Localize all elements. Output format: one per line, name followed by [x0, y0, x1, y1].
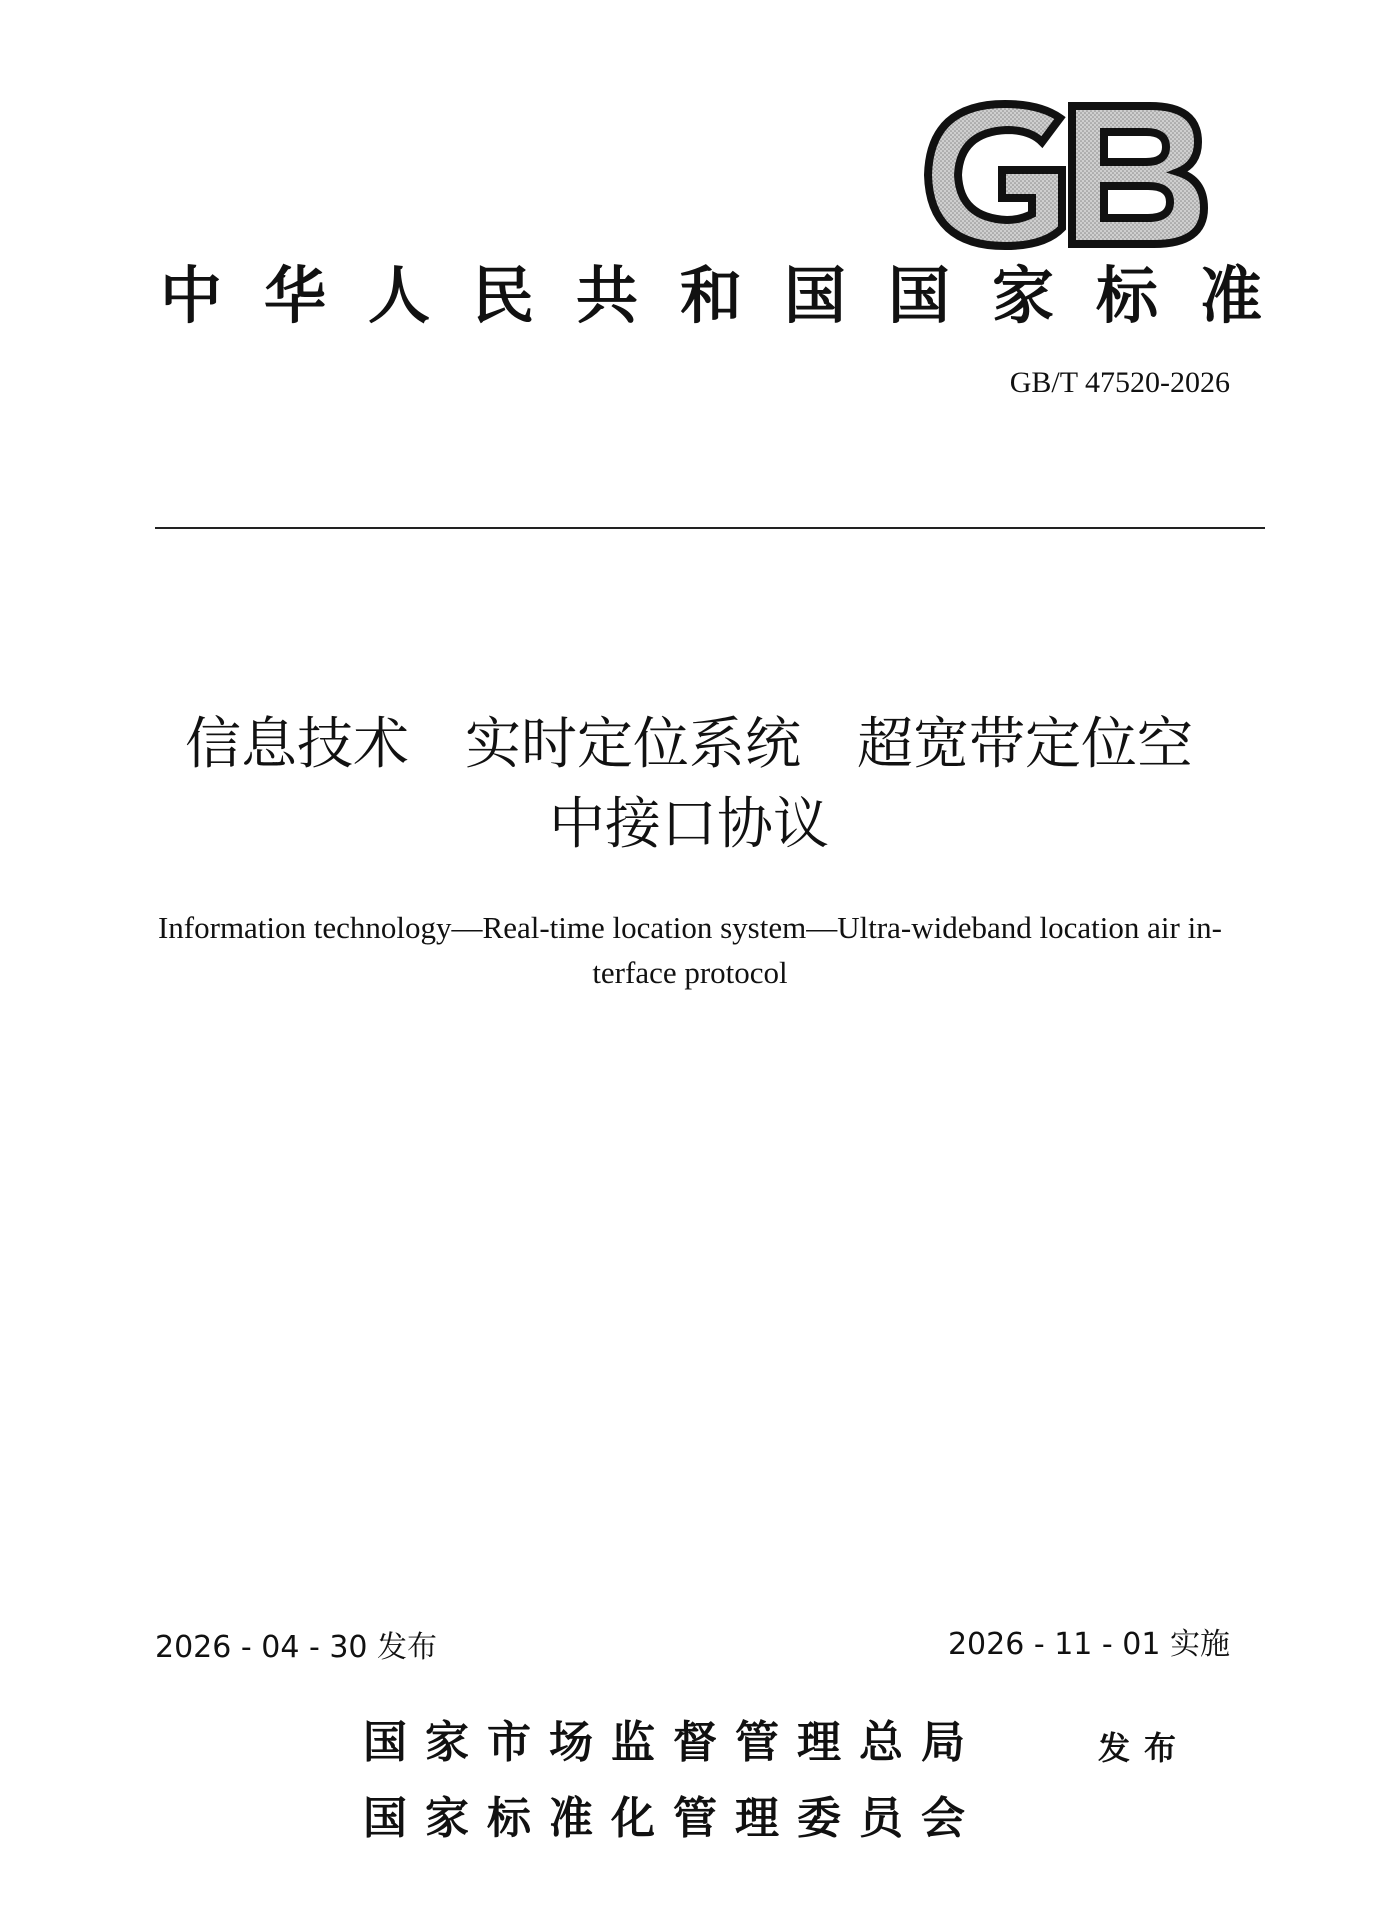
english-title-line-1: Information technology—Real-time location system—Ultra-wideband location air in- [157, 910, 1223, 945]
publishers [363, 1705, 983, 1857]
english-title [140, 905, 1240, 995]
divider-line [155, 527, 1265, 529]
chinese-title-line-2: 中接口协议 [549, 792, 829, 857]
publisher-sac: 国家标准化管理委员会 [363, 1793, 983, 1844]
chinese-title [0, 705, 1378, 865]
publish-label: 发布 [1098, 1729, 1191, 1767]
national-standard-title: 中华人民共和国国家标准 [160, 259, 1305, 332]
standard-number: GB/T 47520-2026 [1009, 366, 1230, 399]
issue-date: 2026 - 04 - 30 发布 [155, 1630, 438, 1665]
gb-standard-logo [920, 100, 1210, 250]
chinese-title-line-1: 信息技术 实时定位系统 超宽带定位空 [185, 712, 1193, 777]
publisher-samr: 国家市场监督管理总局 [363, 1717, 983, 1768]
implement-date: 2026 - 11 - 01 实施 [947, 1627, 1230, 1662]
english-title-line-2: terface protocol [592, 955, 788, 990]
